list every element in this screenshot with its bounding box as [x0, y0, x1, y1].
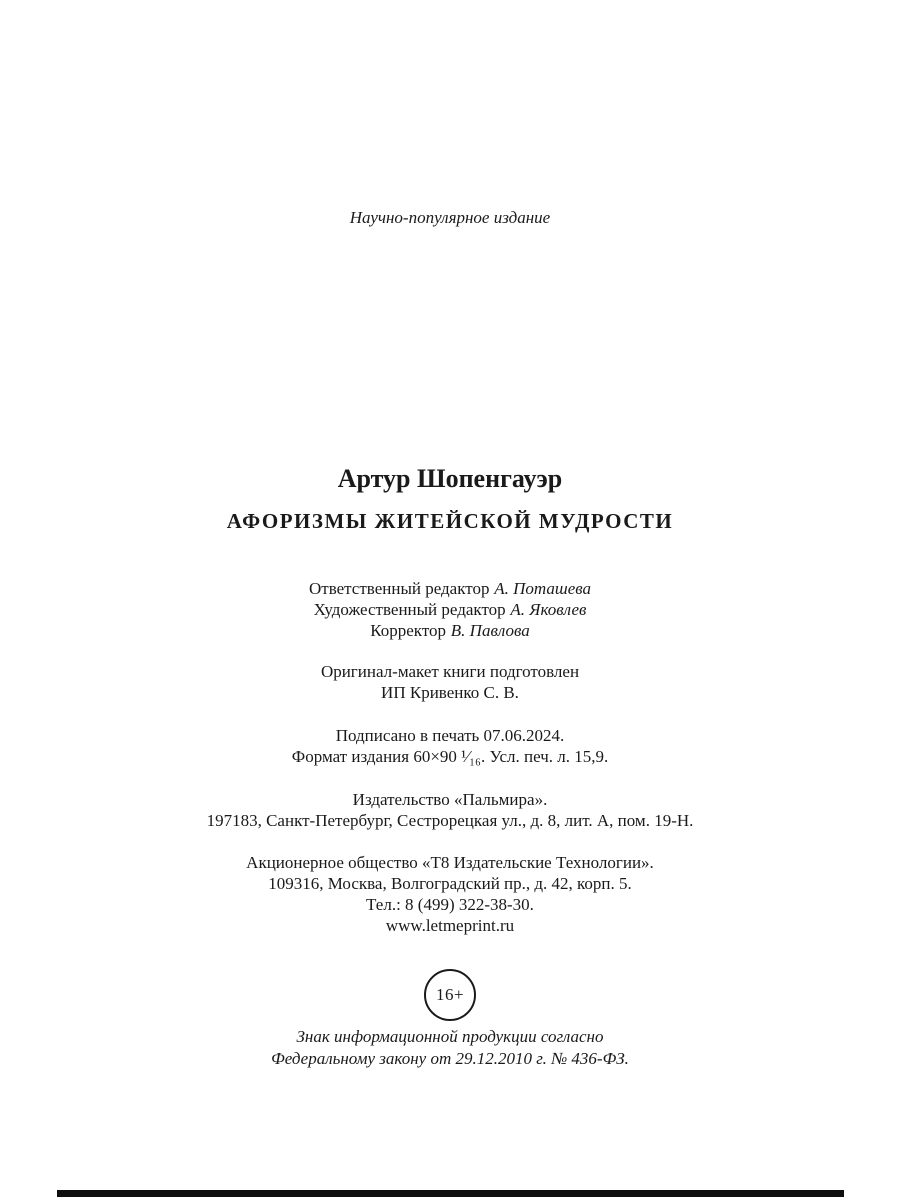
layout-note-block: [0, 661, 900, 703]
printer-phone-line: Тел.: 8 (499) 322-38-30.: [366, 895, 534, 914]
printer-name-line: Акционерное общество «Т8 Издательские Технологии».: [246, 853, 654, 872]
legal-note-line: Знак информационной продукции согласно: [296, 1027, 604, 1046]
legal-note-block: [0, 1026, 900, 1069]
staff-role: Художественный редактор: [313, 600, 506, 619]
printer-website-line: www.letmeprint.ru: [385, 916, 515, 935]
staff-role: Ответственный редактор: [308, 579, 490, 598]
print-info-line: Формат издания 60×90 ¹⁄₁₆. Усл. печ. л. 15,9.: [291, 747, 609, 766]
staff-person: А. Поташева: [494, 579, 592, 598]
print-info-line: Подписано в печать 07.06.2024.: [335, 726, 565, 745]
staff-line-editor: [0, 578, 900, 599]
bottom-rule: [57, 1190, 844, 1197]
staff-line-art-editor: [0, 599, 900, 620]
author-name: Артур Шопенгауэр: [337, 464, 563, 493]
book-title: АФОРИЗМЫ ЖИТЕЙСКОЙ МУДРОСТИ: [226, 509, 674, 533]
printer-block: [0, 852, 900, 936]
layout-note-line: ИП Кривенко С. В.: [381, 683, 519, 702]
age-rating-label: 16+: [435, 985, 465, 1004]
publisher-name-line: Издательство «Пальмира».: [352, 790, 548, 809]
staff-person: В. Павлова: [450, 621, 530, 640]
editorial-staff-block: [0, 578, 900, 641]
publisher-address-line: 197183, Санкт-Петербург, Сестрорецкая ул., д. 8, лит. А, пом. 19-Н.: [206, 811, 694, 830]
staff-line-proofreader: [0, 620, 900, 641]
printer-address-line: 109316, Москва, Волгоградский пр., д. 42, корп. 5.: [268, 874, 632, 893]
publisher-block: [0, 789, 900, 831]
legal-note-line: Федеральному закону от 29.12.2010 г. № 436-ФЗ.: [271, 1048, 629, 1068]
edition-type-label: Научно-популярное издание: [349, 208, 551, 227]
print-info-block: [0, 725, 900, 767]
staff-person: А. Яковлев: [510, 600, 587, 619]
staff-role: Корректор: [370, 621, 447, 640]
layout-note-line: Оригинал-макет книги подготовлен: [320, 662, 580, 681]
age-rating-badge: [424, 969, 476, 1021]
